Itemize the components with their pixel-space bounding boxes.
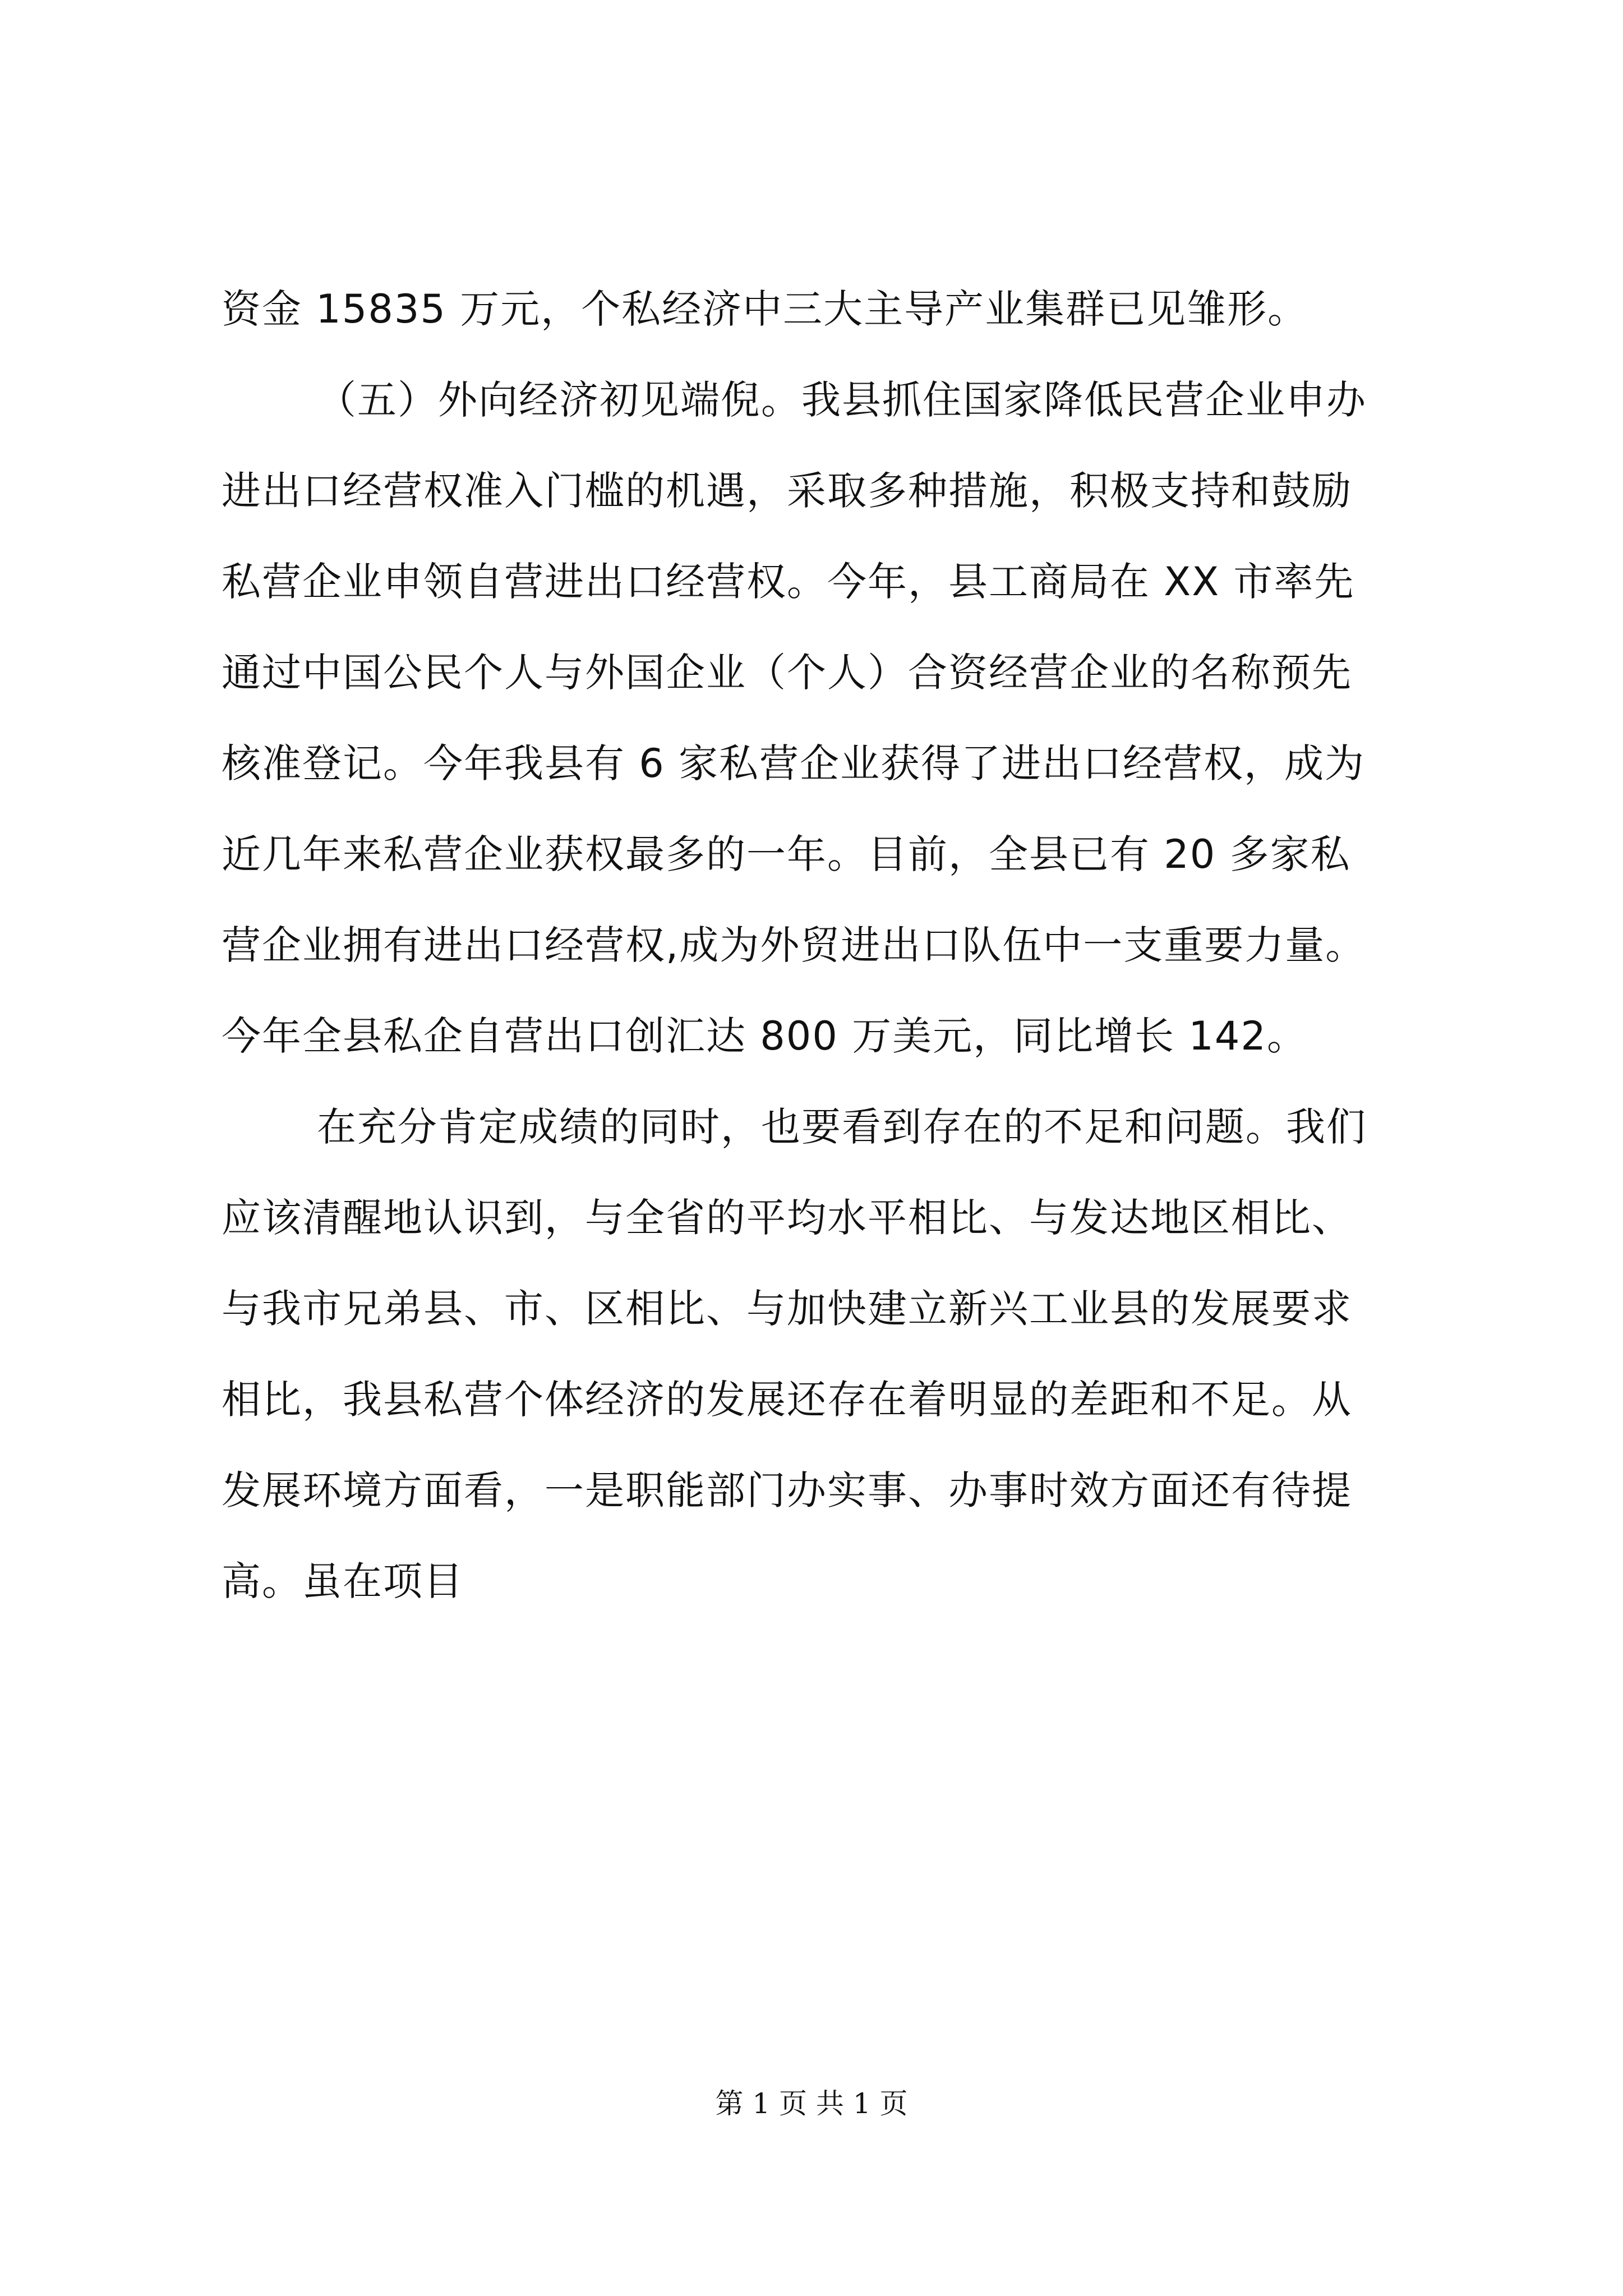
text-line: 高。虽在项目: [222, 1558, 464, 1604]
page-footer: 第 1 页 共 1 页: [715, 2087, 908, 2120]
text-line: （五）外向经济初见端倪。我县抓住国家降低民营企业申办: [317, 377, 1367, 423]
document-body: [222, 264, 1410, 1627]
text-line: 今年全县私企自营出口创汇达 800 万美元，同比增长 142。: [222, 1013, 1307, 1059]
text-line: 进出口经营权准入门槛的机遇，采取多种措施，积极支持和鼓励: [222, 468, 1352, 514]
text-line: 相比，我县私营个体经济的发展还存在着明显的差距和不足。从: [222, 1377, 1352, 1423]
text-line: 资金 15835 万元，个私经济中三大主导产业集群已见雏形。: [222, 286, 1308, 332]
text-line: 通过中国公民个人与外国企业（个人）合资经营企业的名称预先: [222, 650, 1352, 696]
text-line: 近几年来私营企业获权最多的一年。目前，全县已有 20 多家私: [222, 831, 1351, 877]
text-line: 私营企业申领自营进出口经营权。今年，县工商局在 XX 市率先: [222, 559, 1355, 605]
text-line: 应该清醒地认识到，与全省的平均水平相比、与发达地区相比、: [222, 1195, 1352, 1241]
text-line: 与我市兄弟县、市、区相比、与加快建立新兴工业县的发展要求: [222, 1286, 1352, 1332]
text-line: 核准登记。今年我县有 6 家私营企业获得了进出口经营权，成为: [222, 740, 1366, 786]
text-line: 发展环境方面看，一是职能部门办实事、办事时效方面还有待提: [222, 1467, 1352, 1513]
text-line: 营企业拥有进出口经营权,成为外贸进出口队伍中一支重要力量。: [222, 922, 1366, 968]
text-line: 在充分肯定成绩的同时，也要看到存在的不足和问题。我们: [317, 1104, 1367, 1150]
